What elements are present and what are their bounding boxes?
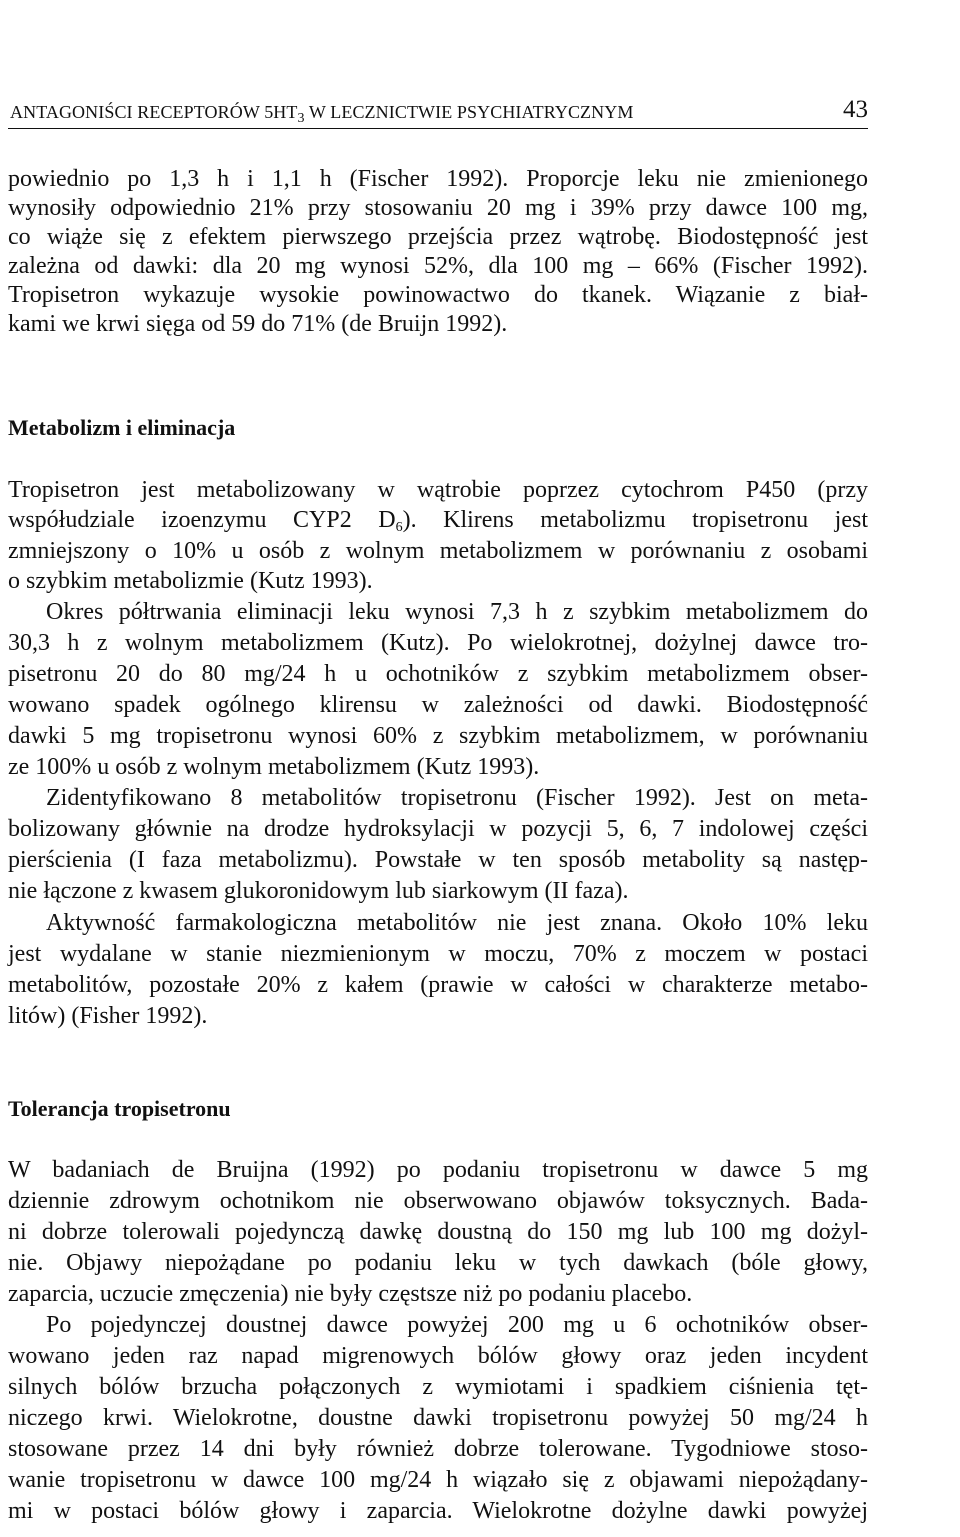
page-number: 43 <box>843 96 868 123</box>
text-line: jest wydalane w stanie niezmienionym w moczu, 70% z moczem w postaci <box>8 941 868 967</box>
text-line: dawki 5 mg tropisetronu wynosi 60% z szybkim metabolizmem, w porównaniu <box>8 723 868 749</box>
text-line: niczego krwi. Wielokrotne, doustne dawki tropisetronu powyżej 50 mg/24 h <box>8 1405 868 1431</box>
text-line: metabolitów, pozostałe 20% z kałem (prawie w całości w charakterze metabo- <box>8 972 868 998</box>
text-line: Tropisetron wykazuje wysokie powinowactwo do tkanek. Wiązanie z biał- <box>8 282 868 308</box>
text-line: Aktywność farmakologiczna metabolitów nie jest znana. Około 10% leku <box>46 910 868 936</box>
text-line: bolizowany głównie na drodze hydroksylacji w pozycji 5, 6, 7 indolowej części <box>8 816 868 842</box>
text-line: Po pojedynczej doustnej dawce powyżej 200 mg u 6 ochotników obser- <box>46 1312 868 1338</box>
text-line: nie. Objawy niepożądane po podaniu leku w tych dawkach (bóle głowy, <box>8 1250 868 1276</box>
text-line: mi w postaci bólów głowy i zaparcia. Wielokrotne dożylne dawki powyżej <box>8 1498 868 1524</box>
text-line: co wiąże się z efektem pierwszego przejścia przez wątrobę. Biodostępność jest <box>8 224 868 250</box>
text-line: Tropisetron jest metabolizowany w wątrobie poprzez cytochrom P450 (przy <box>8 477 868 503</box>
text-line: kami we krwi sięga od 59 do 71% (de Bruijn 1992). <box>8 311 508 337</box>
text-line: wynosiły odpowiednio 21% przy stosowaniu 20 mg i 39% przy dawce 100 mg, <box>8 195 868 221</box>
text-line: W badaniach de Bruijna (1992) po podaniu tropisetronu w dawce 5 mg <box>8 1157 868 1183</box>
text-line: dziennie zdrowym ochotnikom nie obserwowano objawów toksycznych. Bada- <box>8 1188 868 1214</box>
running-header <box>8 96 868 129</box>
text-line: pisetronu 20 do 80 mg/24 h u ochotników z szybkim metabolizmem obser- <box>8 661 868 687</box>
text-line: zaparcia, uczucie zmęczenia) nie były częstsze niż po podaniu placebo. <box>8 1281 693 1307</box>
text-line: zmniejszony o 10% u osób z wolnym metabolizmem w porównaniu z osobami <box>8 538 868 564</box>
text-line: silnych bólów brzucha połączonych z wymiotami i spadkiem ciśnienia tęt- <box>8 1374 868 1400</box>
text-line: wanie tropisetronu w dawce 100 mg/24 h wiązało się z objawami niepożądany- <box>8 1467 868 1493</box>
text-line: ni dobrze tolerowali pojedynczą dawkę doustną do 150 mg lub 100 mg dożyl- <box>8 1219 868 1245</box>
text-line: nie łączone z kwasem glukoronidowym lub siarkowym (II faza). <box>8 878 629 904</box>
text-line: Zidentyfikowano 8 metabolitów tropisetronu (Fischer 1992). Jest on meta- <box>46 785 868 811</box>
text-line: Okres półtrwania eliminacji leku wynosi 7,3 h z szybkim metabolizmem do <box>46 599 868 625</box>
text-line: stosowane przez 14 dni były również dobrze tolerowane. Tygodniowe stoso- <box>8 1436 868 1462</box>
section-heading: Tolerancja tropisetronu <box>8 1096 231 1121</box>
text-line: o szybkim metabolizmie (Kutz 1993). <box>8 568 373 594</box>
section-heading: Metabolizm i eliminacja <box>8 415 236 440</box>
text-line: litów) (Fisher 1992). <box>8 1003 208 1029</box>
text-line: wowano jeden raz napad migrenowych bólów głowy oraz jeden incydent <box>8 1343 868 1369</box>
text-line: pierścienia (I faza metabolizmu). Powstałe w ten sposób metabolity są następ- <box>8 847 868 873</box>
text-line: współudziale izoenzymu CYP2 $D_6$). Klirens metabolizmu tropisetronu jest <box>8 507 868 535</box>
text-line: zależna od dawki: dla 20 mg wynosi 52%, dla 100 mg – 66% (Fischer 1992). <box>8 253 868 279</box>
text-line: ze 100% u osób z wolnym metabolizmem (Kutz 1993). <box>8 754 540 780</box>
text-line: powiednio po 1,3 h i 1,1 h (Fischer 1992). Proporcje leku nie zmienionego <box>8 166 868 192</box>
text-line: wowano spadek ogólnego klirensu w zależności od dawki. Biodostępność <box>8 692 868 718</box>
text-line: 30,3 h z wolnym metabolizmem (Kutz). Po wielokrotnej, dożylnej dawce tro- <box>8 630 868 656</box>
header-title: ANTAGONIŚCI RECEPTORÓW $5HT_3$ W LECZNICTWIE PSYCHIATRYCZNYM <box>10 102 634 126</box>
